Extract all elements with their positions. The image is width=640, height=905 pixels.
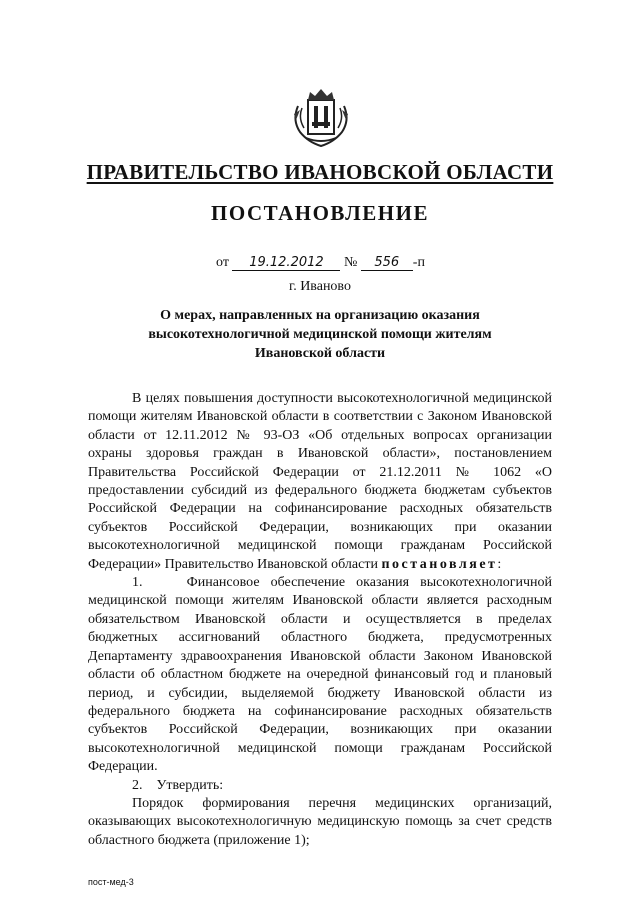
footer-code: пост-мед-3	[88, 877, 134, 887]
document-dateline	[216, 255, 425, 271]
handwritten-date: 19.12.2012	[232, 256, 340, 271]
preamble-paragraph	[88, 390, 552, 574]
number-label: №	[343, 255, 358, 270]
decree-word: постановляет	[381, 556, 498, 572]
decree-colon: :	[497, 556, 502, 572]
item-2-paragraph: 2. Утвердить:	[132, 777, 224, 793]
coat-of-arms-icon	[288, 86, 354, 148]
document-subject	[0, 306, 640, 363]
document-city: г. Иваново	[289, 279, 351, 294]
document-body	[88, 390, 552, 850]
subject-line: высокотехнологичной медицинской помощи жителям	[148, 327, 492, 342]
subject-line: Ивановской области	[254, 346, 386, 361]
preamble-text: В целях повышения доступности высокотехнологичной медицинской помощи жителям Ивановской области в соответствии с Законом Ивановской области от 12.11.2012 № 93-ОЗ «Об отдельных вопросах организации охраны здоровья граждан в Ивановской области», постановлением Правительства Российской Федерации от 21.12.2011 № 1062 «О предоставлении субсидий из федерального бюджета бюджетам субъектов Российской Федерации на софинансирование расходных обязательств субъектов Российской Федерации, возникающих при оказании высокотехнологичной медицинской помощи гражданам Российской Федерации» Правительство Ивановской области	[88, 391, 552, 572]
date-label: от	[216, 255, 229, 270]
government-title: ПРАВИТЕЛЬСТВО ИВАНОВСКОЙ ОБЛАСТИ	[86, 160, 554, 184]
number-suffix: -п	[412, 255, 425, 270]
handwritten-number: 556	[361, 256, 413, 271]
document-type-title: ПОСТАНОВЛЕНИЕ	[211, 201, 429, 225]
subject-line: О мерах, направленных на организацию оказания	[160, 308, 480, 323]
item-2-subparagraph: Порядок формирования перечня медицинских организаций, оказывающих высокотехнологичную медицинскую помощь за счет средств областного бюджета (приложение 1);	[88, 795, 552, 848]
item-1-paragraph: 1. Финансовое обеспечение оказания высокотехнологичной медицинской помощи жителям Ивановской области является расходным обязательством Ивановской области и осуществляется в пределах бюджетных ассигнований областного бюджета, предусмотренных Департаменту здравоохранения Ивановской области Законом Ивановской области об областном бюджете на очередной финансовый год и плановый период, и субсидии, выделяемой бюджету Ивановской области из федерального бюджета на софинансирование расходных обязательств субъектов Российской Федерации, возникающих при оказании высокотехнологичной медицинской помощи гражданам Российской Федерации.	[88, 575, 552, 775]
